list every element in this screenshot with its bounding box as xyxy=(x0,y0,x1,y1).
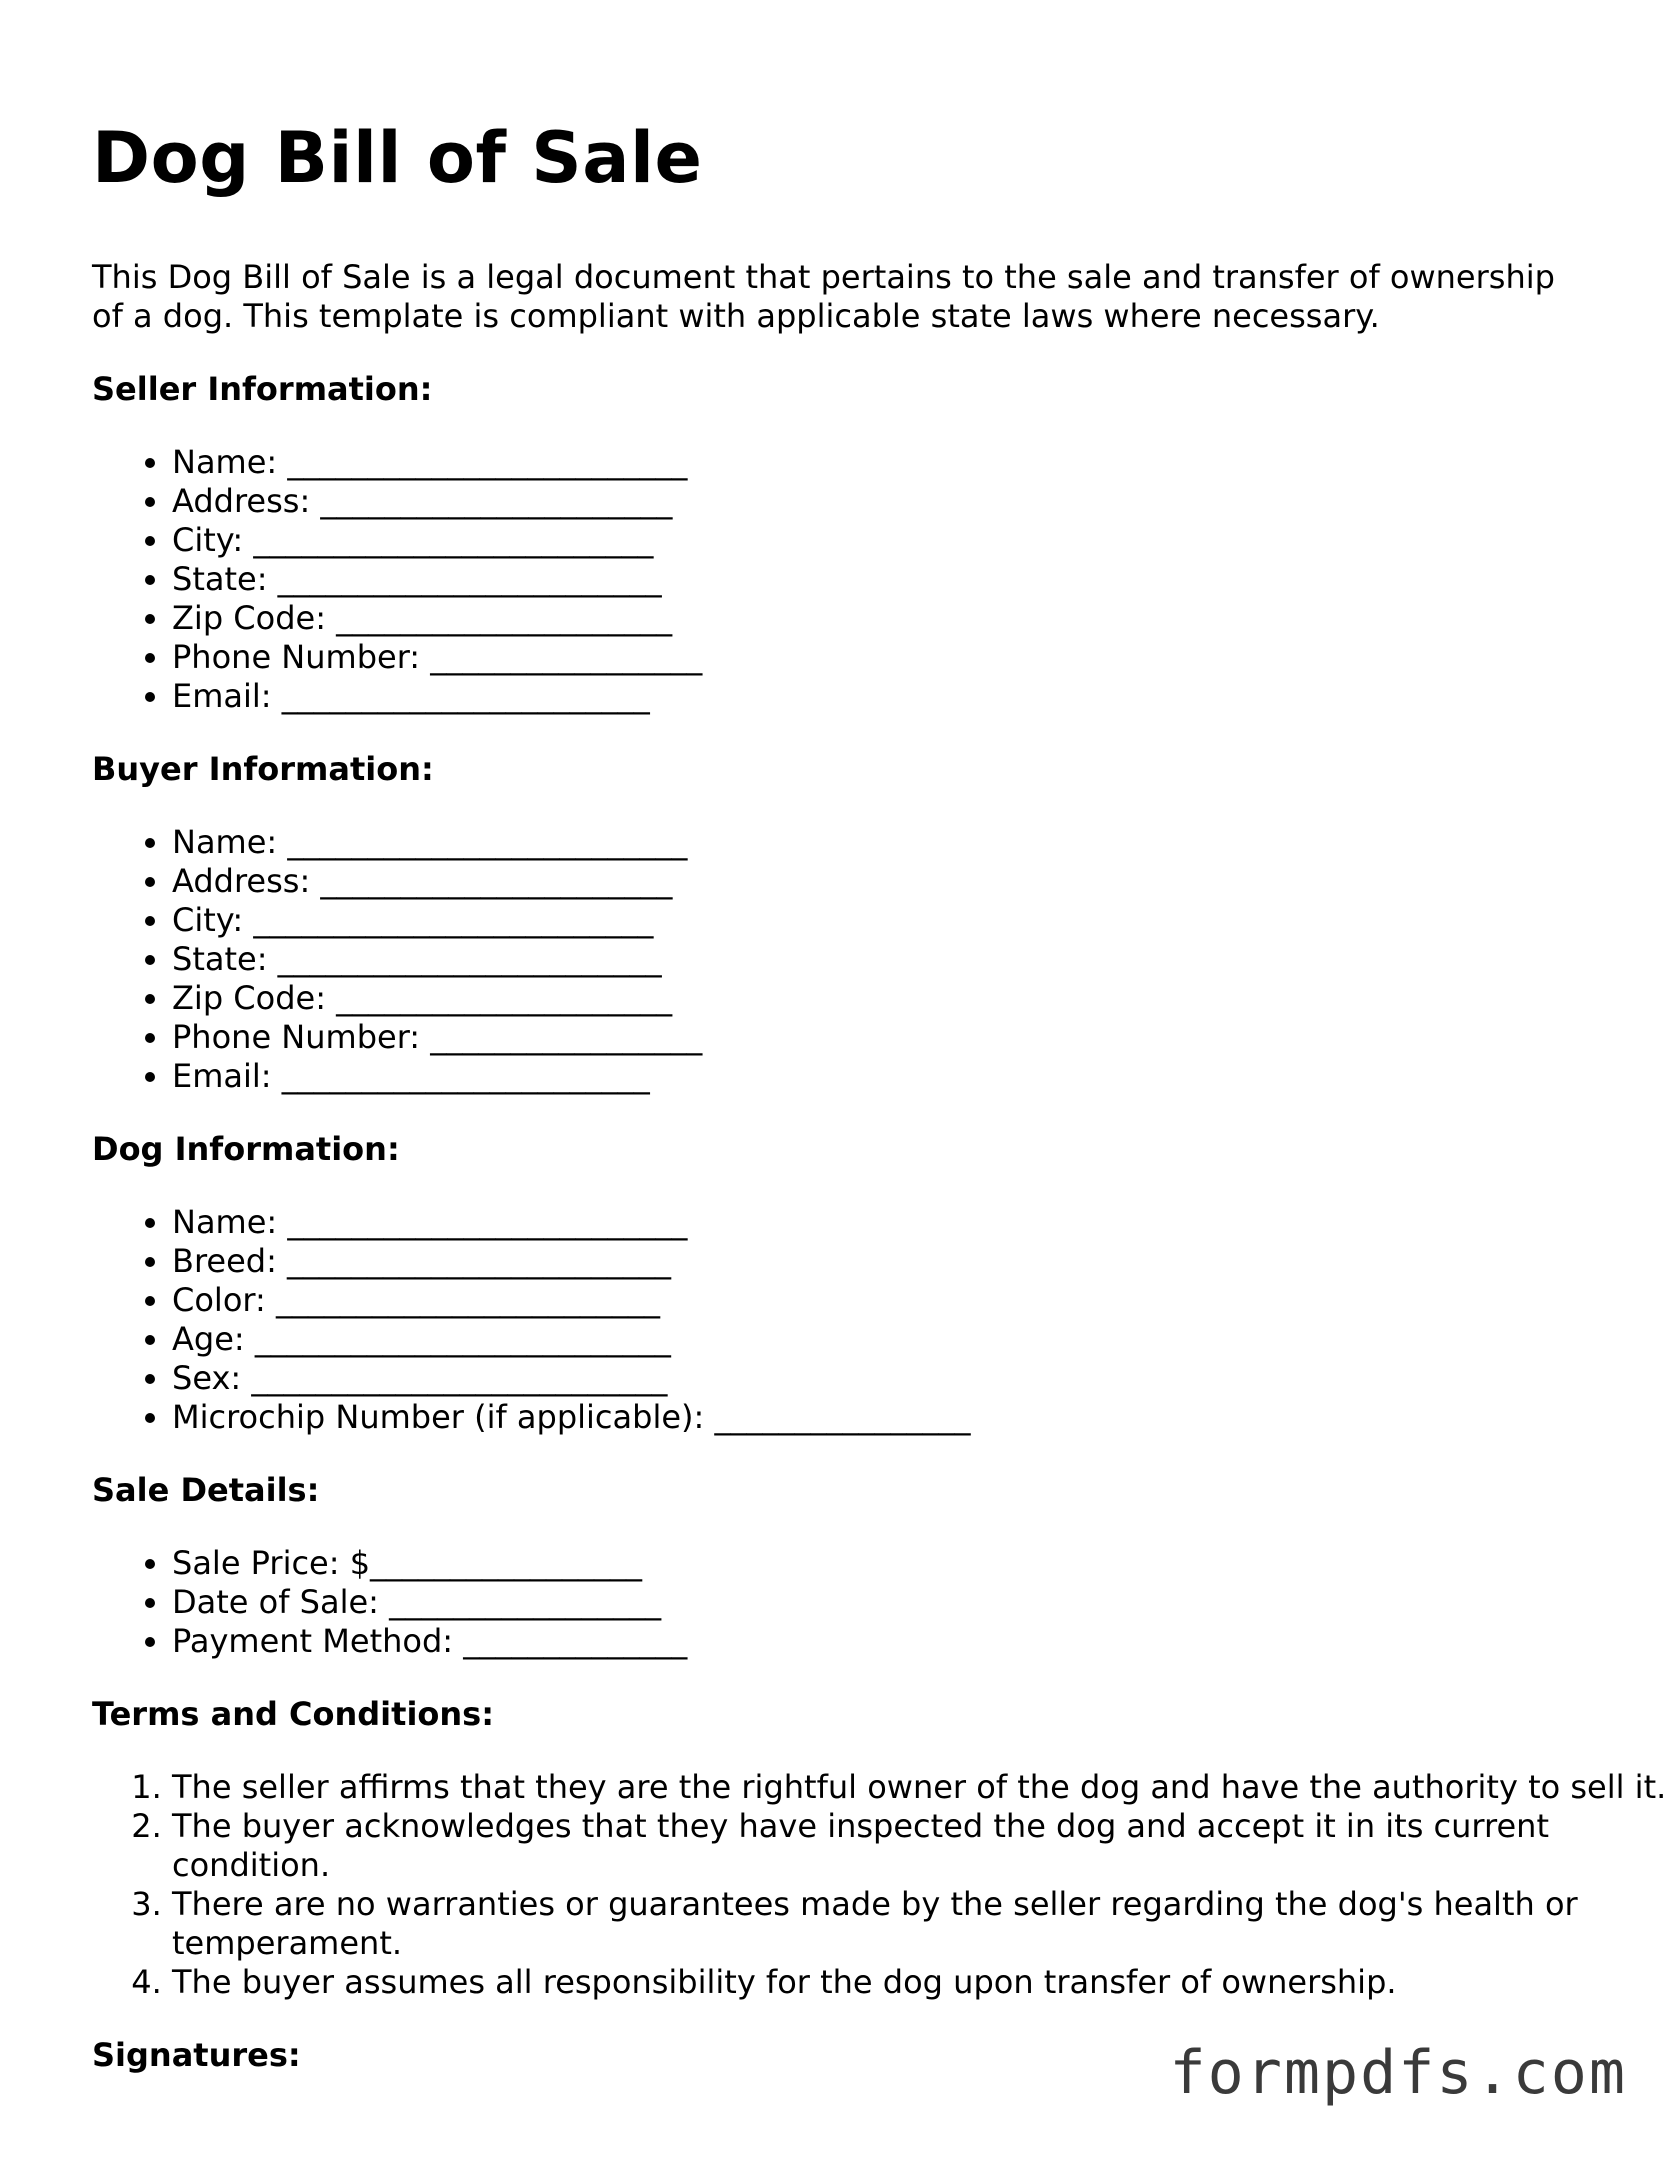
buyer-city-field: • City: _________________________ xyxy=(172,901,1592,940)
watermark: formpdfs.com xyxy=(1169,2038,1627,2108)
sale-heading: Sale Details: xyxy=(92,1471,320,1509)
buyer-name-field: • Name: _________________________ xyxy=(172,823,1592,862)
seller-address-field: • Address: ______________________ xyxy=(172,482,1592,521)
dog-age-field: • Age: __________________________ xyxy=(172,1320,1592,1359)
dog-heading: Dog Information: xyxy=(92,1130,400,1168)
dog-breed-field: • Breed: ________________________ xyxy=(172,1242,1592,1281)
dog-name-field: • Name: _________________________ xyxy=(172,1203,1592,1242)
seller-city-field: • City: _________________________ xyxy=(172,521,1592,560)
seller-phone-field: • Phone Number: _________________ xyxy=(172,638,1592,677)
seller-state-field: • State: ________________________ xyxy=(172,560,1592,599)
buyer-list xyxy=(92,823,1592,1096)
buyer-heading: Buyer Information: xyxy=(92,750,434,788)
sale-list xyxy=(92,1544,1592,1661)
buyer-email-field: • Email: _______________________ xyxy=(172,1057,1592,1096)
dog-list xyxy=(92,1203,1592,1437)
intro-paragraph: This Dog Bill of Sale is a legal document that pertains to the sale and transfer of ownership of a dog. This template is compliant with applicable state laws where necessary. xyxy=(92,258,1555,335)
term-item: 2. The buyer acknowledges that they have inspected the dog and accept it in its current condition. xyxy=(172,1807,1667,1885)
seller-email-field: • Email: _______________________ xyxy=(172,677,1592,716)
seller-heading: Seller Information: xyxy=(92,370,433,408)
seller-list xyxy=(92,443,1592,716)
buyer-address-field: • Address: ______________________ xyxy=(172,862,1592,901)
term-item: 3. There are no warranties or guarantees made by the seller regarding the dog's health or temperament. xyxy=(172,1885,1667,1963)
dog-microchip-field: • Microchip Number (if applicable): ________________ xyxy=(172,1398,1592,1437)
dog-color-field: • Color: ________________________ xyxy=(172,1281,1592,1320)
sale-date-field: • Date of Sale: _________________ xyxy=(172,1583,1592,1622)
term-item: 1. The seller affirms that they are the rightful owner of the dog and have the authority to sell it. xyxy=(172,1768,1667,1807)
payment-method-field: • Payment Method: ______________ xyxy=(172,1622,1592,1661)
terms-list xyxy=(92,1768,1667,2002)
sale-price-field: • Sale Price: $_________________ xyxy=(172,1544,1592,1583)
dog-sex-field: • Sex: __________________________ xyxy=(172,1359,1592,1398)
signatures-heading: Signatures: xyxy=(92,2036,301,2074)
buyer-phone-field: • Phone Number: _________________ xyxy=(172,1018,1592,1057)
seller-name-field: • Name: _________________________ xyxy=(172,443,1592,482)
document-title: Dog Bill of Sale xyxy=(92,117,703,199)
buyer-state-field: • State: ________________________ xyxy=(172,940,1592,979)
buyer-zip-field: • Zip Code: _____________________ xyxy=(172,979,1592,1018)
seller-zip-field: • Zip Code: _____________________ xyxy=(172,599,1592,638)
terms-heading: Terms and Conditions: xyxy=(92,1695,495,1733)
term-item: 4. The buyer assumes all responsibility for the dog upon transfer of ownership. xyxy=(172,1963,1667,2002)
